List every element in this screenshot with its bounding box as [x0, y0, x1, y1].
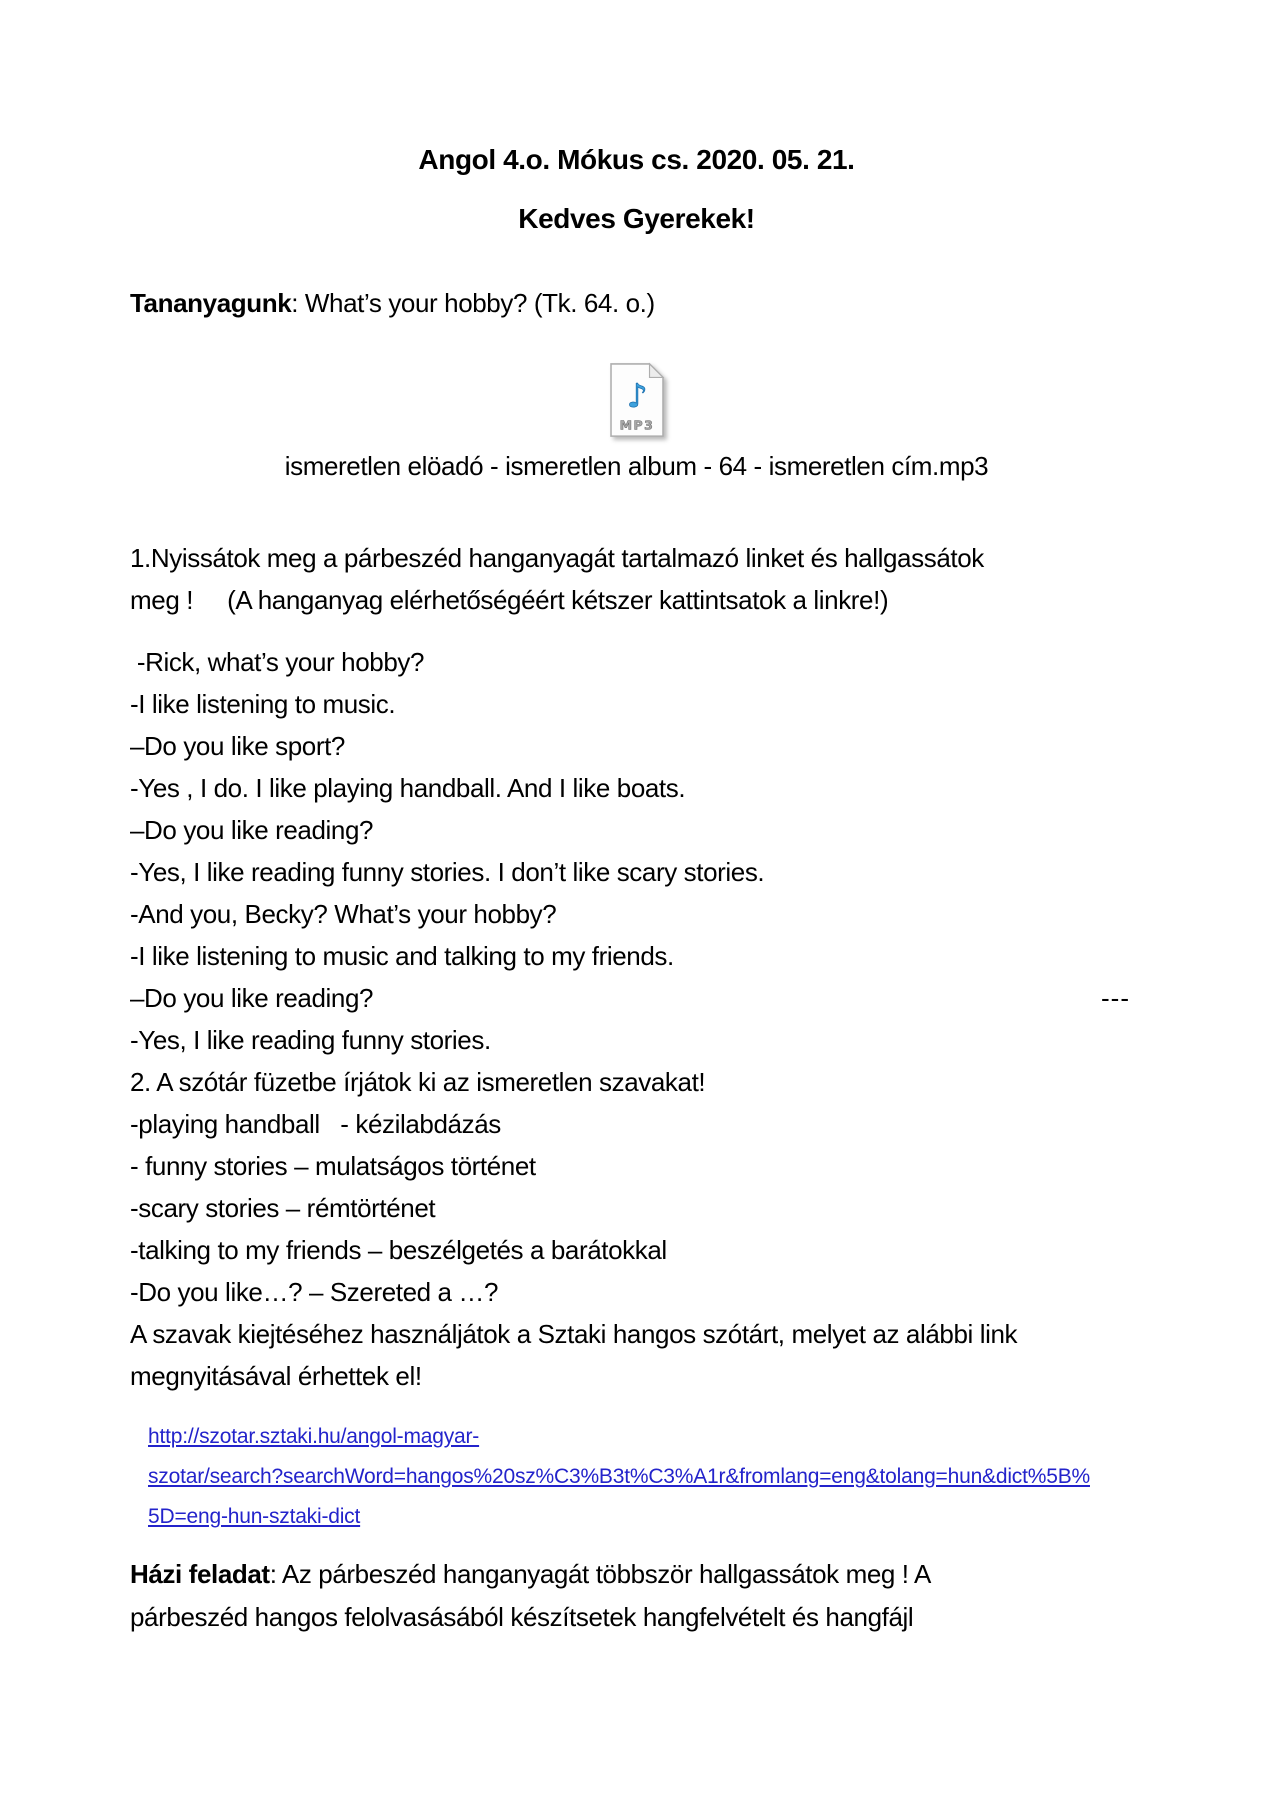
dialogue-line-8: -I like listening to music and talking to my friends.: [130, 941, 674, 971]
link-line3: 5D=eng-hun-sztaki-dict: [148, 1505, 361, 1528]
link-line2: szotar/search?searchWord=hangos%20sz%C3%B3t%C3%A1r&fromlang=eng&tolang=hun&dict%5B%: [148, 1465, 1090, 1488]
vocab-item-3: -scary stories – rémtörténet: [130, 1193, 436, 1223]
dialogue-line-3: –Do you like sport?: [130, 731, 345, 761]
mp3-icon-label: MP3: [619, 417, 654, 433]
vocab-heading: 2. A szótár füzetbe írjátok ki az ismeretlen szavakat!: [130, 1067, 706, 1097]
task1-paragraph: [130, 537, 1273, 621]
lesson-line: [130, 286, 1273, 320]
dialogue-line-4: -Yes , I do. I like playing handball. And I like boats.: [130, 773, 686, 803]
audio-attachment: [0, 362, 1273, 483]
sztaki-dictionary-link[interactable]: [148, 1425, 1090, 1528]
homework-label: Házi feladat: [130, 1559, 270, 1589]
task1-line2: meg ! (A hanganyag elérhetőségéért kétszer kattintsatok a linkre!): [130, 585, 889, 615]
homework-paragraph: [130, 1553, 1273, 1639]
pronunciation-note-line2: megnyitásával érhettek el!: [130, 1361, 422, 1391]
dialogue-line-9-text: –Do you like reading?: [130, 983, 374, 1013]
lesson-label: Tananyagunk: [130, 288, 292, 318]
homework-line1: : Az párbeszéd hanganyagát többször hallgassátok meg ! A: [269, 1559, 931, 1589]
greeting-heading: Kedves Gyerekek!: [518, 203, 755, 234]
mp3-file-icon[interactable]: [606, 362, 668, 439]
trailing-dashes: ---: [1101, 983, 1130, 1013]
dialogue-line-2: -I like listening to music.: [130, 689, 396, 719]
dialogue-and-vocab: [130, 641, 1273, 1397]
dialogue-line-1: -Rick, what’s your hobby?: [130, 647, 425, 677]
vocab-item-4: -talking to my friends – beszélgetés a barátokkal: [130, 1235, 667, 1265]
document-title: Angol 4.o. Mókus cs. 2020. 05. 21.: [418, 144, 855, 175]
audio-filename: ismeretlen elöadó - ismeretlen album - 64 - ismeretlen cím.mp3: [284, 451, 989, 481]
pronunciation-note-line1: A szavak kiejtéséhez használjátok a Sztaki hangos szótárt, melyet az alábbi link: [130, 1319, 1018, 1349]
music-note-icon: ♪: [626, 377, 647, 416]
lesson-text: : What’s your hobby? (Tk. 64. o.): [291, 288, 655, 318]
vocab-item-5: -Do you like…? – Szereted a …?: [130, 1277, 499, 1307]
dialogue-line-6: -Yes, I like reading funny stories. I don’t like scary stories.: [130, 857, 765, 887]
vocab-item-1: -playing handball - kézilabdázás: [130, 1109, 501, 1139]
dialogue-line-9: [130, 977, 1130, 1019]
homework-line2: párbeszéd hangos felolvasásából készítsetek hangfelvételt és hangfájl: [130, 1602, 914, 1632]
link-paragraph: [130, 1417, 1273, 1537]
task1-line1: 1.Nyissátok meg a párbeszéd hanganyagát tartalmazó linket és hallgassátok: [130, 543, 984, 573]
dialogue-line-5: –Do you like reading?: [130, 815, 374, 845]
link-line1: http://szotar.sztaki.hu/angol-magyar-: [148, 1425, 480, 1448]
dialogue-line-10: -Yes, I like reading funny stories.: [130, 1025, 491, 1055]
vocab-item-2: - funny stories – mulatságos történet: [130, 1151, 536, 1181]
dialogue-line-7: -And you, Becky? What’s your hobby?: [130, 899, 557, 929]
